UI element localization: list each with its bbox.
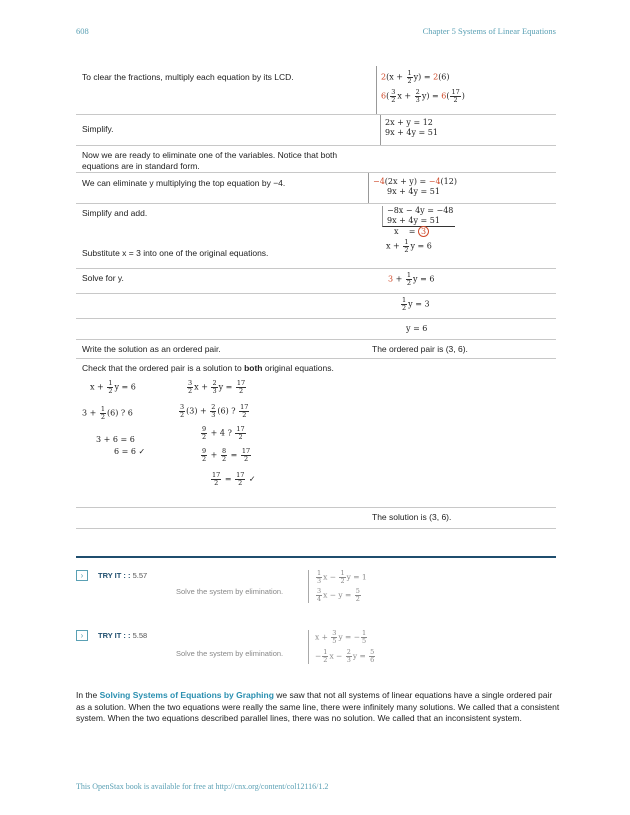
table-row (76, 172, 556, 203)
simplified-equations: 2x + y = 12 9x + 4y = 51 (380, 115, 556, 145)
ordered-pair-text: The ordered pair is (3, 6). (372, 344, 468, 354)
page-number: 608 (76, 26, 89, 36)
add-equations: −8x − 4y = −48 9x + 4y = 51 x = 3 x + $\frac{1}{2}$ y = 6 (368, 204, 556, 268)
solve-step-3: y = 6 (406, 324, 428, 333)
chevron-right-icon[interactable]: › (76, 630, 88, 641)
table-row (76, 145, 556, 172)
try-it-prompt: Solve the system by elimination. (176, 587, 284, 596)
table-row (76, 293, 556, 318)
solution-text: The solution is (3, 6). (372, 512, 452, 522)
table-row (76, 66, 556, 114)
check-work: x + $\frac{1}{2}$ y = 6 3 + $\frac{1}{2}$ (6) ? 6 3 + 6 = 6 6 = 6 ✓ $\frac{3}{2}$ x + $\frac{2}{3}$ y = $\frac{17}{2}$ $\frac{3}{2}$ (3) + $\frac{2}{3}$ (6) ? $\frac{17}{2}$ $\frac{9}{2}$ + 4 ? $\frac{17}{2}$ $\frac{9}{2}$ + $\frac{8}{2}$ = $\frac{17}{2}$ $\frac{17}{2}$ = $\frac{17}{2}$ ✓ (82, 379, 256, 487)
step-text: original equations. (262, 363, 334, 373)
solve-step-1: 3 + $\frac{1}{2}$ y = 6 (388, 271, 435, 287)
table-row (76, 268, 556, 293)
system-equations: x + $\frac{3}{5}$ y = − $\frac{1}{5}$ − $\frac{1}{2}$ x − $\frac{2}{3}$ y = $\frac{5}{6}$ (308, 630, 376, 664)
emphasis: both (244, 363, 263, 373)
solve-step-2: $\frac{1}{2}$ y = 3 (402, 296, 430, 312)
chevron-right-icon[interactable]: › (76, 570, 88, 581)
table-row (76, 507, 556, 528)
table-row (76, 114, 556, 145)
chapter-title: Chapter 5 Systems of Linear Equations (422, 26, 556, 36)
system-equations: $\frac{1}{3}$ x − $\frac{1}{2}$ y = 1 $\frac{3}{4}$ x − y = $\frac{5}{2}$ (308, 570, 367, 603)
step-text: Now we are ready to eliminate one of the variables. Notice that both equations are in standard form. (82, 150, 338, 171)
table-row (76, 318, 556, 339)
try-it-prompt: Solve the system by elimination. (176, 649, 284, 658)
table-row (76, 203, 556, 268)
step-text: To clear the fractions, multiply each equation by its LCD. (82, 72, 294, 82)
try-it-label: TRY IT : : 5.58 (98, 631, 148, 640)
section-divider (76, 556, 556, 558)
step-text: Check that the ordered pair is a solution to (82, 363, 245, 373)
lcd-equations: 2(x + $\frac{1}{2}$ y) = 2(6) 6( $\frac{3}{2}$ x + $\frac{2}{3}$ y) = 6( $\frac{17}{2}$ ) (376, 66, 556, 114)
try-it-label: TRY IT : : 5.57 (98, 571, 148, 580)
table-row (76, 339, 556, 358)
step-text: Simplify. (82, 124, 114, 134)
check-block (76, 359, 368, 507)
table-row (76, 358, 556, 507)
footer-text: This OpenStax book is available for free at http://cnx.org/content/col12116/1.2 (76, 782, 329, 791)
eliminate-equations: −4(2x + y) = −4(12) 9x + 4y = 51 (368, 173, 556, 203)
step-pair (76, 204, 368, 268)
body-paragraph: In the Solving Systems of Equations by Graphing we saw that not all systems of linear equations have a single ordered pair as a solution. When the two equations were really the same line, there were infinitely many solutions. We called that a consistent system. When the two equations described parallel lines, there was no solution. We called that an inconsistent system. (76, 690, 560, 723)
step-text: Substitute x = 3 into one of the original equations. (82, 248, 269, 258)
step-text: Solve for y. (82, 273, 124, 283)
worked-example-table (76, 66, 556, 529)
step-text: Simplify and add. (82, 208, 148, 218)
step-text: We can eliminate y multiplying the top equation by −4. (82, 178, 286, 188)
check-mark-icon: ✓ (248, 474, 256, 484)
step-text: Write the solution as an ordered pair. (82, 344, 221, 354)
section-link[interactable]: Solving Systems of Equations by Graphing (99, 690, 274, 700)
